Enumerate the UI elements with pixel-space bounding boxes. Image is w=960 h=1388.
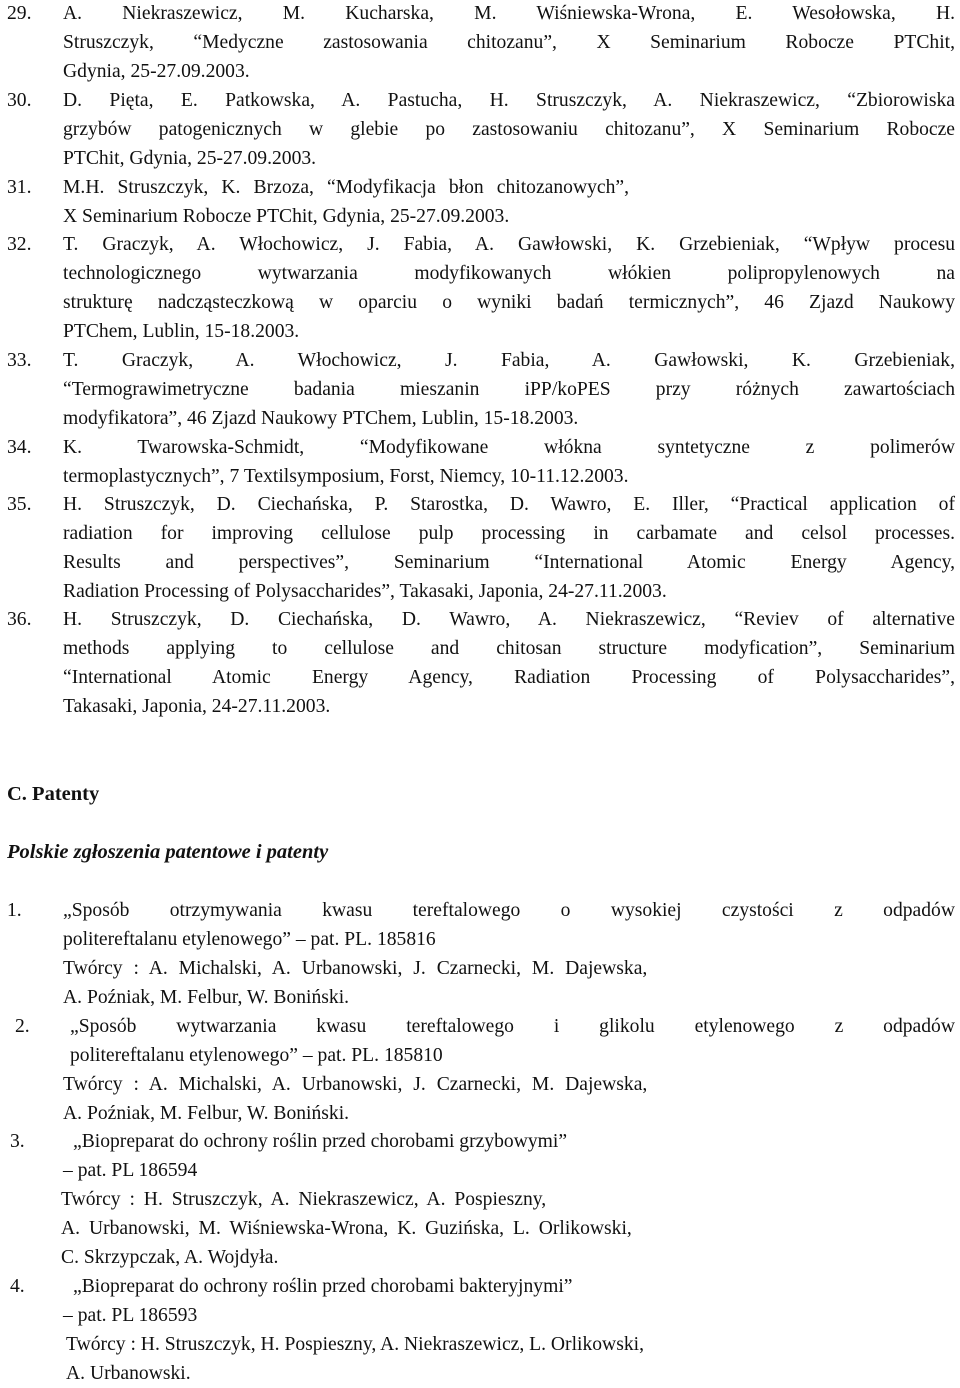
patent-title-line: „Biopreparat do ochrony roślin przed chorobami grzybowymi” [73, 1131, 568, 1152]
patent-authors-line: A. Urbanowski, M. Wiśniewska-Wrona, K. Guzińska, L. Orlikowski, [61, 1218, 632, 1239]
patent-title-line: „Biopreparat do ochrony roślin przed chorobami bakteryjnymi” [73, 1276, 573, 1297]
reference-line: D. Pięta, E. Patkowska, A. Pastucha, H. Struszczyk, A. Niekraszewicz, “Zbiorowiska [63, 90, 955, 111]
reference-line: technologicznego wytwarzania modyfikowanych włókien polipropylenowych na [63, 263, 955, 284]
reference-line: Radiation Processing of Polysaccharides”, Takasaki, Japonia, 24-27.11.2003. [63, 581, 667, 602]
patent-number: 2. [15, 1016, 30, 1037]
reference-34 [7, 433, 955, 491]
reference-line: H. Struszczyk, D. Ciechańska, D. Wawro, A. Niekraszewicz, “Reviev of alternative [63, 609, 955, 630]
reference-line: Results and perspectives”, Seminarium “International Atomic Energy Agency, [63, 552, 955, 573]
reference-number: 34. [7, 437, 32, 458]
reference-line: A. Niekraszewicz, M. Kucharska, M. Wiśniewska-Wrona, E. Wesołowska, H. [63, 3, 955, 24]
patent-number: 4. [10, 1276, 25, 1297]
patent-authors-line: Twórcy : H. Struszczyk, H. Pospieszny, A. Niekraszewicz, L. Orlikowski, [66, 1334, 644, 1355]
reference-line: T. Graczyk, A. Włochowicz, J. Fabia, A. Gawłowski, K. Grzebieniak, [63, 350, 955, 371]
reference-number: 35. [7, 494, 32, 515]
patent-authors-line: C. Skrzypczak, A. Wojdyła. [61, 1247, 279, 1268]
patent-authors-line: Twórcy : A. Michalski, A. Urbanowski, J. Czarnecki, M. Dajewska, [63, 1074, 648, 1095]
patent-authors-line: Twórcy : H. Struszczyk, A. Niekraszewicz, A. Pospieszny, [61, 1189, 547, 1210]
patent-authors-line: A. Poźniak, M. Felbur, W. Boniński. [63, 1103, 350, 1124]
reference-number: 31. [7, 177, 32, 198]
reference-line: radiation for improving cellulose pulp processing in carbamate and celsol processes. [63, 523, 955, 544]
reference-number: 33. [7, 350, 32, 371]
reference-36 [7, 605, 955, 721]
reference-line: T. Graczyk, A. Włochowicz, J. Fabia, A. Gawłowski, K. Grzebieniak, “Wpływ procesu [63, 234, 955, 255]
reference-line: X Seminarium Robocze PTChit, Gdynia, 25-27.09.2003. [63, 206, 510, 227]
reference-line: Struszczyk, “Medyczne zastosowania chitozanu”, X Seminarium Robocze PTChit, [63, 32, 955, 53]
reference-30 [7, 86, 955, 173]
patent-title-line: politereftalanu etylenowego” – pat. PL. 185810 [70, 1045, 443, 1066]
patent-number: 3. [10, 1131, 25, 1152]
reference-line: Takasaki, Japonia, 24-27.11.2003. [63, 696, 331, 717]
section-subheading: Polskie zgłoszenia patentowe i patenty [7, 841, 329, 863]
reference-line: strukturę nadcząsteczkową w oparciu o wyniki badań termicznych”, 46 Zjazd Naukowy [63, 292, 955, 313]
patent-title-line: „Sposób otrzymywania kwasu tereftalowego o wysokiej czystości z odpadów [63, 900, 955, 921]
patent-title-line: – pat. PL 186594 [63, 1160, 198, 1181]
reference-number: 30. [7, 90, 32, 111]
reference-line: grzybów patogenicznych w glebie po zastosowaniu chitozanu”, X Seminarium Robocze [63, 119, 955, 140]
patent-authors-line: Twórcy : A. Michalski, A. Urbanowski, J. Czarnecki, M. Dajewska, [63, 958, 648, 979]
patent-number: 1. [7, 900, 22, 921]
reference-29 [7, 0, 955, 86]
reference-33 [7, 346, 955, 433]
patent-title-line: „Sposób wytwarzania kwasu tereftalowego i glikolu etylenowego z odpadów [70, 1016, 955, 1037]
reference-line: “Termograwimetryczne badania mieszanin iPP/koPES przy różnych zawartościach [63, 379, 955, 400]
reference-line: modyfikatora”, 46 Zjazd Naukowy PTChem, Lublin, 15-18.2003. [63, 408, 579, 429]
reference-line: H. Struszczyk, D. Ciechańska, P. Starostka, D. Wawro, E. Iller, “Practical application of [63, 494, 955, 515]
reference-line: Gdynia, 25-27.09.2003. [63, 61, 250, 82]
reference-line: methods applying to cellulose and chitosan structure modyfication”, Seminarium [63, 638, 955, 659]
reference-35 [7, 490, 955, 606]
reference-number: 29. [7, 3, 32, 24]
reference-line: K. Twarowska-Schmidt, “Modyfikowane włókna syntetyczne z polimerów [63, 437, 955, 458]
reference-32 [7, 230, 955, 346]
patent-authors-line: A. Urbanowski. [66, 1363, 191, 1384]
reference-number: 32. [7, 234, 32, 255]
reference-number: 36. [7, 609, 32, 630]
reference-line: termoplastycznych”, 7 Textilsymposium, Forst, Niemcy, 10-11.12.2003. [63, 466, 629, 487]
patent-title-line: politereftalanu etylenowego” – pat. PL. 185816 [63, 929, 436, 950]
reference-line: PTChit, Gdynia, 25-27.09.2003. [63, 148, 317, 169]
reference-line: M.H. Struszczyk, K. Brzoza, “Modyfikacja błon chitozanowych”, [63, 177, 629, 198]
reference-line: “International Atomic Energy Agency, Radiation Processing of Polysaccharides”, [63, 667, 955, 688]
patent-title-line: – pat. PL 186593 [63, 1305, 198, 1326]
patent-authors-line: A. Poźniak, M. Felbur, W. Boniński. [63, 987, 350, 1008]
reference-31 [7, 173, 955, 231]
section-heading: C. Patenty [7, 783, 100, 805]
reference-line: PTChem, Lublin, 15-18.2003. [63, 321, 300, 342]
